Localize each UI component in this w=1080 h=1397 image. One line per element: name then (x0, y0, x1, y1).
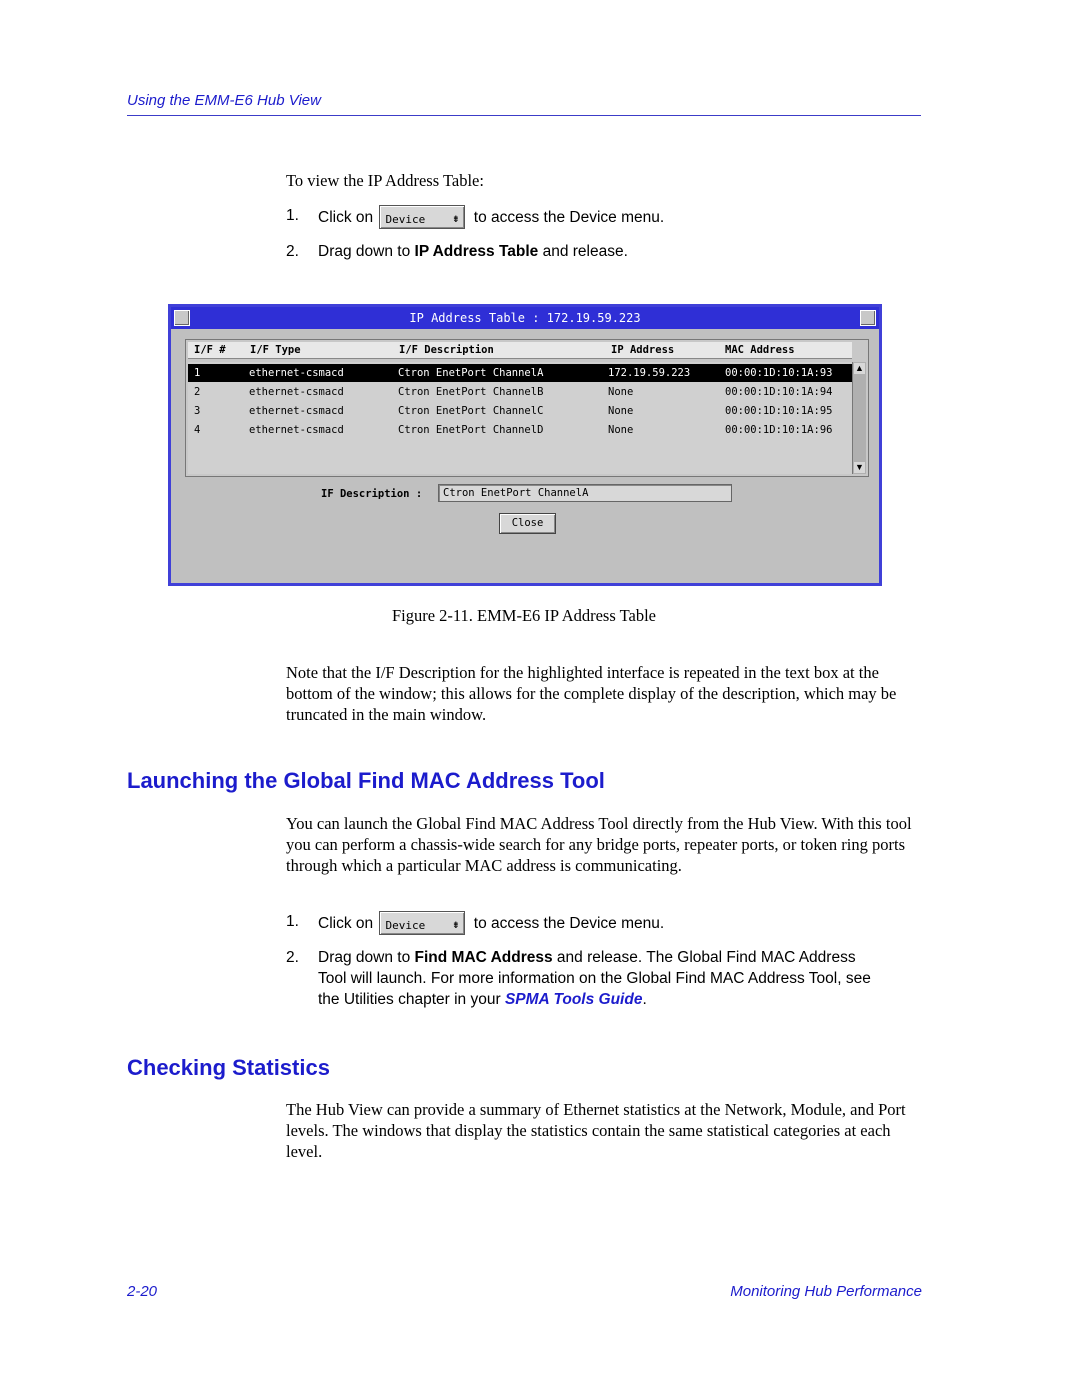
step-text: Drag down to (318, 243, 411, 260)
step-number: 2. (286, 243, 299, 260)
row-type: ethernet-csmacd (249, 424, 344, 436)
row-num: 3 (194, 405, 201, 417)
table-row[interactable] (188, 364, 852, 382)
menu-item-name: IP Address Table (414, 243, 539, 260)
figure-caption: Figure 2-11. EMM-E6 IP Address Table (391, 606, 657, 625)
menu-item-name: Find MAC Address (414, 949, 553, 966)
section-body-find-mac: You can launch the Global Find MAC Address Tool directly from the Hub View. With this tool you can perform a chassis-wide search for any bridge ports, repeater ports, or token ring ports through which a particular MAC address is communicating. (286, 814, 912, 875)
device-button[interactable] (379, 205, 465, 229)
step-text: Drag down to (318, 949, 411, 966)
column-header: I/F Description (399, 344, 494, 356)
step-2 (286, 241, 878, 262)
step-number: 2. (286, 949, 299, 966)
row-ip: None (608, 424, 634, 436)
column-header: I/F # (194, 344, 226, 356)
row-type: ethernet-csmacd (249, 386, 344, 398)
scroll-up-icon[interactable]: ▲ (855, 363, 864, 373)
row-type: ethernet-csmacd (249, 405, 344, 417)
row-mac: 00:00:1D:10:1A:94 (725, 386, 833, 398)
row-mac: 00:00:1D:10:1A:95 (725, 405, 833, 417)
device-button-label: Device (385, 919, 426, 932)
scroll-down-icon[interactable]: ▼ (855, 462, 864, 472)
row-num: 2 (194, 386, 201, 398)
step-number: 1. (286, 913, 299, 930)
step-1 (286, 205, 878, 231)
ip-address-table-window (168, 304, 882, 586)
row-num: 4 (194, 424, 201, 436)
chapter-title: Monitoring Hub Performance (730, 1283, 922, 1300)
step-1 (286, 911, 878, 937)
intro-text: To view the IP Address Table: (286, 171, 484, 190)
row-num: 1 (194, 367, 201, 379)
row-ip: None (608, 405, 634, 417)
device-button-label: Device (385, 213, 426, 226)
page-number: 2-20 (127, 1283, 158, 1300)
row-desc: Ctron EnetPort ChannelD (398, 424, 544, 436)
table-header (188, 342, 852, 359)
column-header: MAC Address (725, 344, 795, 356)
section-body-statistics: The Hub View can provide a summary of Ethernet statistics at the Network, Module, and Port levels. The windows that display the statistics contain the same statistical categories at each level. (286, 1100, 906, 1161)
row-type: ethernet-csmacd (249, 367, 344, 379)
menu-arrow-icon: ⇟ (452, 211, 460, 225)
step-2 (286, 947, 878, 1010)
row-ip: None (608, 386, 634, 398)
window-maximize-button[interactable] (860, 310, 876, 326)
column-header: I/F Type (250, 344, 301, 356)
vertical-scrollbar[interactable] (852, 362, 866, 474)
step-text-end: . (642, 991, 647, 1008)
step-text: Click on (318, 915, 374, 933)
row-ip: 172.19.59.223 (608, 367, 691, 379)
row-desc: Ctron EnetPort ChannelC (398, 405, 544, 417)
row-mac: 00:00:1D:10:1A:93 (725, 367, 833, 379)
step-text: to access the Device menu. (473, 209, 665, 227)
table-body (188, 362, 852, 474)
step-text: Click on (318, 209, 374, 227)
step-text: to access the Device menu. (473, 915, 665, 933)
running-header: Using the EMM-E6 Hub View (127, 92, 321, 109)
section-heading-statistics: Checking Statistics (127, 1055, 330, 1080)
step-number: 1. (286, 207, 299, 224)
menu-arrow-icon: ⇟ (452, 917, 460, 931)
guide-title: SPMA Tools Guide (504, 991, 643, 1008)
if-description-label: IF Description : (321, 488, 423, 500)
column-header: IP Address (611, 344, 675, 356)
window-menu-button[interactable] (174, 310, 190, 326)
table-row[interactable] (188, 421, 852, 439)
table-row[interactable] (188, 383, 852, 401)
row-desc: Ctron EnetPort ChannelA (398, 367, 544, 379)
row-mac: 00:00:1D:10:1A:96 (725, 424, 833, 436)
header-rule (127, 115, 921, 116)
table-row[interactable] (188, 402, 852, 420)
note-paragraph: Note that the I/F Description for the highlighted interface is repeated in the text box at the bottom of the window; this allows for the complete display of the description, which may be truncated in the main window. (286, 663, 897, 724)
step-text: and release. The Global Find MAC Address Tool will launch. For more information on the Global Find MAC Address Tool, see the Utilities chapter in your (318, 949, 871, 1008)
section-heading-find-mac: Launching the Global Find MAC Address Tool (127, 768, 605, 793)
close-button[interactable]: Close (499, 513, 556, 534)
device-button[interactable] (379, 911, 465, 935)
window-title: IP Address Table : 172.19.59.223 (171, 307, 879, 329)
row-desc: Ctron EnetPort ChannelB (398, 386, 544, 398)
step-text: and release. (542, 243, 628, 260)
if-description-field[interactable]: Ctron EnetPort ChannelA (438, 484, 732, 502)
table-frame (185, 339, 869, 477)
